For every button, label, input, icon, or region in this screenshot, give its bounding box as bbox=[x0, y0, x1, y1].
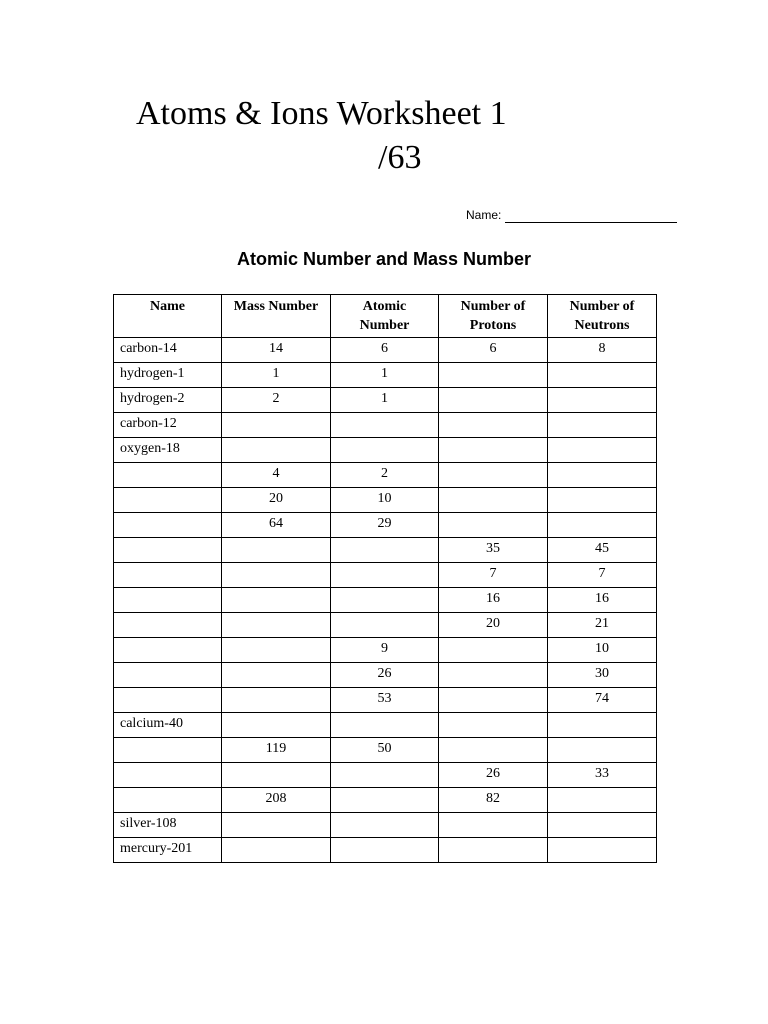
value-cell: 119 bbox=[222, 738, 331, 763]
isotope-name-cell: carbon-14 bbox=[114, 338, 222, 363]
table-row bbox=[114, 763, 657, 788]
value-cell[interactable] bbox=[222, 588, 331, 613]
value-cell: 29 bbox=[331, 513, 439, 538]
value-cell[interactable] bbox=[439, 388, 548, 413]
value-cell[interactable] bbox=[222, 763, 331, 788]
value-cell: 14 bbox=[222, 338, 331, 363]
value-cell: 4 bbox=[222, 463, 331, 488]
isotope-name-cell[interactable] bbox=[114, 663, 222, 688]
name-blank-line[interactable] bbox=[505, 210, 677, 223]
value-cell: 21 bbox=[548, 613, 657, 638]
table-row bbox=[114, 713, 657, 738]
value-cell[interactable] bbox=[331, 563, 439, 588]
table-row bbox=[114, 338, 657, 363]
value-cell: 64 bbox=[222, 513, 331, 538]
value-cell[interactable] bbox=[548, 788, 657, 813]
column-header: Number of Neutrons bbox=[548, 295, 657, 338]
table-row bbox=[114, 788, 657, 813]
isotope-name-cell[interactable] bbox=[114, 763, 222, 788]
table-row bbox=[114, 588, 657, 613]
value-cell[interactable] bbox=[548, 713, 657, 738]
name-label: Name: bbox=[466, 208, 502, 222]
value-cell[interactable] bbox=[548, 388, 657, 413]
value-cell: 45 bbox=[548, 538, 657, 563]
atomic-number-table bbox=[113, 294, 657, 863]
value-cell: 1 bbox=[331, 363, 439, 388]
value-cell: 16 bbox=[439, 588, 548, 613]
value-cell[interactable] bbox=[439, 638, 548, 663]
value-cell[interactable] bbox=[222, 813, 331, 838]
value-cell: 1 bbox=[222, 363, 331, 388]
value-cell: 82 bbox=[439, 788, 548, 813]
table-row bbox=[114, 413, 657, 438]
value-cell[interactable] bbox=[222, 838, 331, 863]
column-header: Number of Protons bbox=[439, 295, 548, 338]
value-cell: 53 bbox=[331, 688, 439, 713]
value-cell: 35 bbox=[439, 538, 548, 563]
value-cell: 74 bbox=[548, 688, 657, 713]
value-cell[interactable] bbox=[331, 713, 439, 738]
value-cell: 16 bbox=[548, 588, 657, 613]
table-row bbox=[114, 813, 657, 838]
isotope-name-cell[interactable] bbox=[114, 638, 222, 663]
column-header: Atomic Number bbox=[331, 295, 439, 338]
table-row bbox=[114, 363, 657, 388]
isotope-name-cell: mercury-201 bbox=[114, 838, 222, 863]
table-row bbox=[114, 663, 657, 688]
value-cell: 33 bbox=[548, 763, 657, 788]
worksheet-title: Atoms & Ions Worksheet 1 bbox=[136, 95, 507, 132]
table-row bbox=[114, 438, 657, 463]
isotope-name-cell[interactable] bbox=[114, 488, 222, 513]
value-cell[interactable] bbox=[548, 363, 657, 388]
table-row bbox=[114, 463, 657, 488]
isotope-name-cell[interactable] bbox=[114, 788, 222, 813]
value-cell[interactable] bbox=[439, 513, 548, 538]
value-cell[interactable] bbox=[331, 838, 439, 863]
value-cell: 6 bbox=[439, 338, 548, 363]
value-cell: 2 bbox=[222, 388, 331, 413]
isotope-name-cell[interactable] bbox=[114, 738, 222, 763]
value-cell[interactable] bbox=[439, 663, 548, 688]
value-cell[interactable] bbox=[222, 663, 331, 688]
value-cell: 26 bbox=[439, 763, 548, 788]
value-cell[interactable] bbox=[439, 713, 548, 738]
isotope-name-cell: silver-108 bbox=[114, 813, 222, 838]
value-cell[interactable] bbox=[222, 613, 331, 638]
value-cell[interactable] bbox=[331, 788, 439, 813]
isotope-name-cell[interactable] bbox=[114, 588, 222, 613]
value-cell[interactable] bbox=[439, 838, 548, 863]
table-row bbox=[114, 838, 657, 863]
value-cell[interactable] bbox=[331, 413, 439, 438]
value-cell: 1 bbox=[331, 388, 439, 413]
value-cell[interactable] bbox=[439, 363, 548, 388]
value-cell: 30 bbox=[548, 663, 657, 688]
value-cell[interactable] bbox=[548, 463, 657, 488]
value-cell[interactable] bbox=[222, 413, 331, 438]
value-cell[interactable] bbox=[222, 538, 331, 563]
isotope-name-cell[interactable] bbox=[114, 463, 222, 488]
value-cell: 7 bbox=[439, 563, 548, 588]
value-cell[interactable] bbox=[548, 488, 657, 513]
value-cell[interactable] bbox=[331, 813, 439, 838]
table-row bbox=[114, 563, 657, 588]
isotope-name-cell[interactable] bbox=[114, 513, 222, 538]
value-cell[interactable] bbox=[439, 813, 548, 838]
value-cell[interactable] bbox=[548, 813, 657, 838]
table-row bbox=[114, 488, 657, 513]
value-cell: 26 bbox=[331, 663, 439, 688]
value-cell: 9 bbox=[331, 638, 439, 663]
value-cell: 7 bbox=[548, 563, 657, 588]
isotope-name-cell[interactable] bbox=[114, 688, 222, 713]
value-cell: 10 bbox=[548, 638, 657, 663]
value-cell: 6 bbox=[331, 338, 439, 363]
value-cell: 10 bbox=[331, 488, 439, 513]
table-header-row bbox=[114, 295, 657, 338]
value-cell[interactable] bbox=[222, 688, 331, 713]
column-header: Name bbox=[114, 295, 222, 338]
value-cell[interactable] bbox=[439, 438, 548, 463]
isotope-name-cell: hydrogen-2 bbox=[114, 388, 222, 413]
value-cell[interactable] bbox=[331, 613, 439, 638]
isotope-name-cell[interactable] bbox=[114, 563, 222, 588]
value-cell[interactable] bbox=[222, 438, 331, 463]
value-cell[interactable] bbox=[548, 438, 657, 463]
isotope-name-cell[interactable] bbox=[114, 613, 222, 638]
value-cell[interactable] bbox=[548, 513, 657, 538]
name-field bbox=[466, 207, 677, 223]
value-cell: 2 bbox=[331, 463, 439, 488]
value-cell[interactable] bbox=[222, 638, 331, 663]
table-row bbox=[114, 738, 657, 763]
value-cell[interactable] bbox=[439, 488, 548, 513]
value-cell[interactable] bbox=[331, 538, 439, 563]
isotope-name-cell: hydrogen-1 bbox=[114, 363, 222, 388]
isotope-name-cell: oxygen-18 bbox=[114, 438, 222, 463]
value-cell[interactable] bbox=[439, 688, 548, 713]
column-header: Mass Number bbox=[222, 295, 331, 338]
value-cell[interactable] bbox=[331, 438, 439, 463]
table-body bbox=[114, 338, 657, 863]
value-cell: 208 bbox=[222, 788, 331, 813]
value-cell[interactable] bbox=[439, 738, 548, 763]
isotope-name-cell: calcium-40 bbox=[114, 713, 222, 738]
value-cell[interactable] bbox=[222, 563, 331, 588]
table-row bbox=[114, 388, 657, 413]
value-cell: 8 bbox=[548, 338, 657, 363]
value-cell[interactable] bbox=[439, 463, 548, 488]
isotope-name-cell: carbon-12 bbox=[114, 413, 222, 438]
value-cell: 50 bbox=[331, 738, 439, 763]
value-cell: 20 bbox=[222, 488, 331, 513]
value-cell[interactable] bbox=[548, 413, 657, 438]
value-cell[interactable] bbox=[331, 588, 439, 613]
value-cell[interactable] bbox=[331, 763, 439, 788]
section-title: Atomic Number and Mass Number bbox=[236, 249, 532, 269]
table-row bbox=[114, 513, 657, 538]
value-cell: 20 bbox=[439, 613, 548, 638]
value-cell[interactable] bbox=[548, 838, 657, 863]
table-row bbox=[114, 613, 657, 638]
isotope-name-cell[interactable] bbox=[114, 538, 222, 563]
table-row bbox=[114, 538, 657, 563]
value-cell[interactable] bbox=[222, 713, 331, 738]
value-cell[interactable] bbox=[548, 738, 657, 763]
score-total: /63 bbox=[378, 139, 422, 176]
value-cell[interactable] bbox=[439, 413, 548, 438]
table-row bbox=[114, 638, 657, 663]
table-row bbox=[114, 688, 657, 713]
